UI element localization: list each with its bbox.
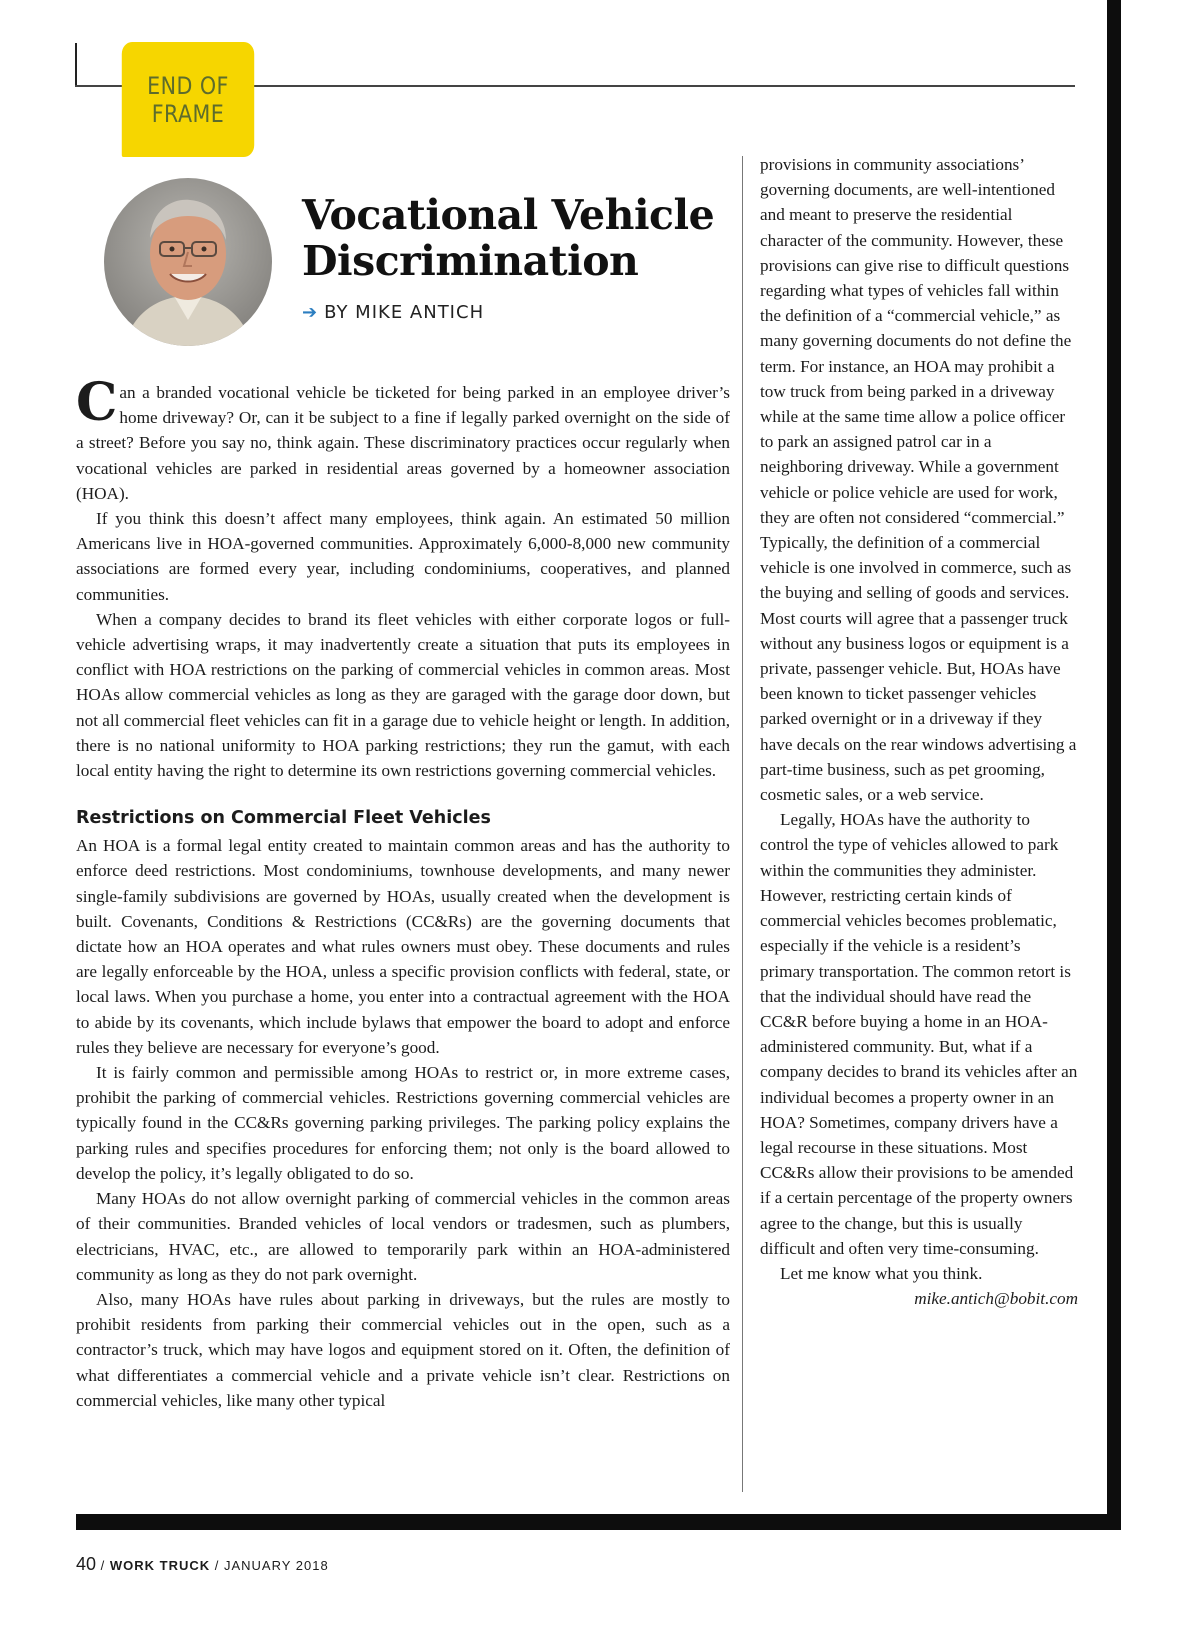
paragraph-text: an a branded vocational vehicle be ticketed for being parked in an employee driver’s home driveway? Or, can it be subject to a fine if legally parked overnight on the side of a street? Before you say no, think again. These discriminatory practices occur regularly when vocational vehicles are parked in residential areas governed by a homeowner association (HOA). [76, 383, 730, 503]
article-column-left [76, 372, 730, 1413]
section-tag [122, 42, 254, 157]
article-column-right [760, 152, 1078, 1311]
page-folio [76, 1554, 329, 1575]
publication-name: WORK TRUCK [109, 1558, 211, 1573]
paragraph: Many HOAs do not allow overnight parking of commercial vehicles in the common areas of their communities. Branded vehicles of local vendors or tradesmen, such as plumbers, electricians, HVAC, etc., are allowed to temporarily park within an HOA-administered community as long as they do not park overnight. [76, 1189, 730, 1284]
byline-text: BY MIKE ANTICH [324, 302, 485, 323]
byline [302, 302, 484, 323]
arrow-right-icon: ➔ [302, 302, 319, 323]
section-tag-line2: FRAME [151, 100, 225, 128]
folio-separator: / [210, 1558, 224, 1573]
author-headshot [104, 178, 272, 346]
column-divider [742, 156, 743, 1492]
paragraph: Legally, HOAs have the authority to control the type of vehicles allowed to park within the communities they administer. However, restricting certain kinds of commercial vehicles becomes problematic, especially if the vehicle is a resident’s primary transportation. The common retort is that the individual should have read the CC&R before buying a home in an HOA-administered community. But, what if a company decides to brand its vehicles after an individual becomes a property owner in an HOA? Sometimes, company drivers have a legal recourse in these situations. Most CC&Rs allow their provisions to be amended if a certain percentage of the property owners agree to the change, but this is usually difficult and often very time-consuming. [760, 810, 1078, 1258]
header-corner-rule [75, 43, 77, 87]
issue-date: JANUARY 2018 [223, 1558, 329, 1573]
section-subhead: Restrictions on Commercial Fleet Vehicles [76, 808, 491, 829]
paragraph [76, 372, 730, 506]
section-tag-line1: END OF [147, 72, 229, 100]
paragraph: It is fairly common and permissible among HOAs to restrict or, in more extreme cases, prohibit the parking of commercial vehicles. Restrictions governing commercial vehicles are typically found in the CC&Rs governing parking privileges. The parking policy explains the parking rules and specifies procedures for enforcing them; not only is the board allowed to develop the policy, it’s legally obligated to do so. [76, 1063, 730, 1183]
paragraph: provisions in community associations’ governing documents, are well-intentioned and meant to preserve the residential character of the community. However, these provisions can give rise to difficult questions regarding what types of vehicles fall within the definition of a “commercial vehicle,” as many governing documents do not define the term. For instance, an HOA may prohibit a tow truck from being parked in a driveway while at the same time allow a police officer to park an assigned patrol car in a neighboring driveway. While a government vehicle or police vehicle are used for work, they are often not considered “commercial.” Typically, the definition of a commercial vehicle is one involved in commerce, such as the buying and selling of goods and services. Most courts will agree that a passenger truck without any business logos or equipment is a private, passenger vehicle. But, HOAs have been known to ticket passenger vehicles parked overnight or in a driveway if they have decals on the rear windows advertising a part-time business, such as pet grooming, cosmetic sales, or a web service. [760, 155, 1077, 805]
paragraph: Also, many HOAs have rules about parking in driveways, but the rules are mostly to prohibit residents from parking their commercial vehicles out in the open, such as a contractor’s truck, which may have logos and equipment stored on it. Often, the definition of what differentiates a commercial vehicle and a private vehicle isn’t clear. Restrictions on commercial vehicles, like many other typical [76, 1289, 730, 1410]
right-edge-bar [1107, 0, 1121, 1530]
drop-cap: C [76, 372, 118, 433]
page-number: 40 [76, 1554, 97, 1574]
paragraph: When a company decides to brand its fleet vehicles with either corporate logos or full-vehicle advertising wraps, it may inadvertently create a situation that puts its employees in conflict with HOA restrictions on the parking of commercial vehicles in common areas. Most HOAs allow commercial vehicles as long as they are garaged with the garage door down, but not all commercial fleet vehicles can fit in a garage due to vehicle height or length. In addition, there is no national uniformity to HOA parking restrictions; they run the gamut, with each local entity having the right to determine its own restrictions governing commercial vehicles. [76, 609, 730, 781]
article-headline: Vocational Vehicle Discrimination [302, 191, 715, 285]
paragraph: An HOA is a formal legal entity created to maintain common areas and has the authority to enforce deed restrictions. Most condominiums, townhouse developments, and many newer single-family subdivisions are governed by HOAs, usually created when the development is built. Covenants, Conditions & Restrictions (CC&Rs) are the governing documents that dictate how an HOA operates and what rules owners must obey. These documents and rules are legally enforceable by the HOA, unless a specific provision conflicts with federal, state, or local laws. When you purchase a home, you enter into a contractual agreement with the HOA to abide by its covenants, which include bylaws that empower the board to adopt and enforce rules they believe are necessary for everyone’s good. [76, 836, 730, 1057]
folio-separator: / [96, 1558, 110, 1573]
paragraph: Let me know what you think. [780, 1263, 983, 1283]
author-email: mike.antich@bobit.com [914, 1289, 1078, 1309]
bottom-rule-bar [76, 1514, 1121, 1530]
paragraph: If you think this doesn’t affect many employees, think again. An estimated 50 million Americans live in HOA-governed communities. Approximately 6,000-8,000 new community associations are formed every year, including condominiums, cooperatives, and planned communities. [76, 509, 730, 604]
